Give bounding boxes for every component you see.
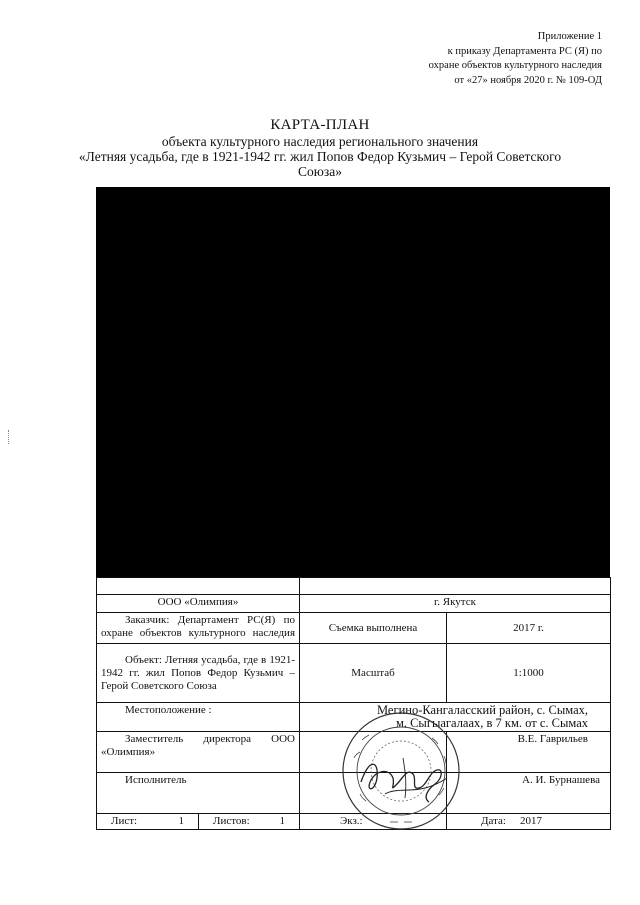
sheets-field (203, 815, 295, 828)
customer-cell: Заказчик: Департамент РС(Я) по охране объектов культурного наследия (97, 613, 300, 644)
sheet-cell (97, 814, 199, 830)
document-title (40, 118, 600, 179)
table-row (97, 814, 611, 830)
title-line: Союза» (298, 164, 342, 179)
table-row (97, 773, 611, 814)
object-cell: Объект: Летняя усадьба, где в 1921-1942 гг. жил Попов Федор Кузьмич – Герой Советского Союза (97, 644, 300, 703)
sheets-label: Листов: (213, 815, 250, 827)
sheet-label: Лист: (111, 815, 138, 827)
appendix-line: от «27» ноября 2020 г. № 109-ОД (454, 74, 602, 86)
scale-value-cell: 1:1000 (447, 644, 611, 703)
appendix-line: охране объектов культурного наследия (428, 60, 602, 71)
location-label-cell: Местоположение : (97, 703, 300, 732)
table-row (97, 613, 611, 644)
executor-signature-cell (300, 773, 447, 814)
table-row (97, 732, 611, 773)
location-line: Мегино-Кангаласский район, с. Сымах, (376, 703, 588, 717)
sheets-value: 1 (279, 815, 285, 827)
title-line: «Летняя усадьба, где в 1921-1942 гг. жил Попов Федор Кузьмич – Герой Советского (78, 149, 562, 164)
title-main: КАРТА-ПЛАН (270, 117, 370, 133)
location-cell (300, 703, 611, 732)
date-value: 2017 (519, 815, 542, 827)
scale-label-cell: Масштаб (300, 644, 447, 703)
redacted-map-image (96, 187, 610, 577)
survey-year-cell: 2017 г. (447, 613, 611, 644)
executor-label-cell: Исполнитель (97, 773, 300, 814)
table-row (97, 578, 611, 595)
city-cell: г. Якутск (300, 595, 611, 613)
location-line: м. Сыгыагалаах, в 7 км. от с. Сымах (395, 716, 588, 730)
appendix-line: к приказу Департамента РС (Я) по (447, 45, 602, 57)
date-label: Дата: (481, 815, 506, 827)
deputy-name-cell: В.Е. Гаврильев (447, 732, 611, 773)
title-stamp-table (96, 577, 611, 830)
deputy-signature-cell (300, 732, 447, 773)
title-line: объекта культурного наследия регионального значения (161, 134, 479, 149)
date-field (451, 815, 606, 828)
table-row (97, 595, 611, 613)
survey-label-cell: Съемка выполнена (300, 613, 447, 644)
empty-cell (97, 578, 300, 595)
appendix-header (302, 30, 602, 88)
empty-cell (300, 578, 611, 595)
company-cell: ООО «Олимпия» (97, 595, 300, 613)
date-cell (447, 814, 611, 830)
sheets-cell (199, 814, 300, 830)
copy-cell (300, 814, 447, 830)
deputy-label-cell: Заместитель директора ООО «Олимпия» (97, 732, 300, 773)
copy-label: Экз.: (340, 815, 363, 827)
appendix-line: Приложение 1 (537, 31, 602, 42)
margin-dots (8, 430, 15, 444)
sheet-field (101, 815, 194, 828)
sheet-value: 1 (178, 815, 184, 827)
executor-name-cell: А. И. Бурнашева (447, 773, 611, 814)
table-row (97, 644, 611, 703)
table-row (97, 703, 611, 732)
